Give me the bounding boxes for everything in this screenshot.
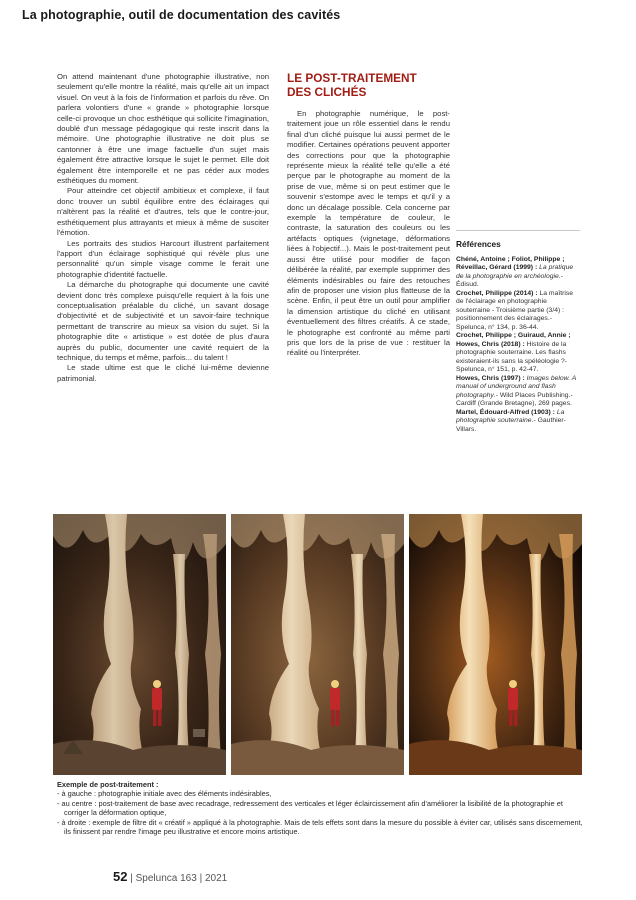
reference-item	[456, 409, 580, 435]
photo-original	[53, 514, 226, 775]
caption-line: - au centre : post-traitement de base avec recadrage, redressement des verticales et léger éclaircissement afin d'améliorer la lisibilité de la photographie et corriger la déformation optique,	[57, 798, 563, 818]
divider	[456, 230, 580, 231]
caver-leg	[153, 710, 157, 726]
section-title-line: LE POST-TRAITEMENT	[287, 71, 417, 85]
paragraph: On attend maintenant d'une photographie illustrative, non seulement qu'elle montre la réalité, mais qu'elle ait un impact visuel. On veut à la fois de l'information et parfois du rêve. On parlera volontiers d'une « grande » photographie lorsque celle-ci provoque un choc esthétique qui sollicite l'imagination, doublé d'un message pédagogique qui reste inscrit dans la mémoire. Une photographie illustrative ne doit plus se cantonner à être une image factuelle d'un sujet mais également être attractive lorsque le sujet le permet. Elle doit également être intemporelle et ne pas céder aux modes esthétiques du moment.	[57, 72, 269, 186]
caver-suit	[508, 688, 518, 710]
reference-author: Crochet, Philippe (2014) :	[456, 289, 540, 297]
references-title: Références	[456, 239, 501, 249]
paragraph: Pour atteindre cet objectif ambitieux et complexe, il faut donc trouver un subtil équilibre entre des éclairages qui n'altèrent pas la réalité et d'autres, tels que le contre-jour, esthétiquement plus attrayants et mieux à même de susciter l'émotion.	[57, 186, 269, 238]
reference-title: La pratique de la photographie en archéologie	[456, 264, 574, 280]
reference-author: Crochet, Philippe ; Guiraud, Annie ; Howes, Chris (2018) :	[456, 332, 571, 348]
page-footer	[113, 869, 227, 884]
reference-item	[456, 256, 580, 290]
figure-caption	[57, 780, 587, 836]
caption-title: Exemple de post-traitement :	[57, 780, 159, 789]
paragraph: Les portraits des studios Harcourt illustrent parfaitement l'apport d'un éclairage sophistiqué qui révèle plus une personnalité qu'un simple visage comme le ferait une photographie d'identité factuelle.	[57, 238, 269, 279]
photo-creative-filter	[409, 514, 582, 775]
reference-details: .- Édisud.	[456, 272, 563, 288]
caption-line: - à droite : exemple de filtre dit « créatif » appliqué à la photographie. Mais de tels effets sont dans la mesure du possible à éviter car, utilisés sans discernement, ils finissent par rendre l'image peu illustrative et encore moins artistique.	[57, 817, 583, 837]
references-list	[456, 256, 580, 435]
reference-details: .- Gauthier-Villars.	[456, 417, 566, 433]
reference-title: Images below. A manual of underground and flash photography	[456, 374, 577, 399]
references-box	[456, 240, 580, 434]
reference-details: La maîtrise de l'éclairage en photographie souterraine - Troisième partie (3/4) : positionnement des éclairages.- Spelunca, n° 134, p. 36-44.	[456, 289, 574, 331]
body-column-right	[287, 72, 450, 359]
publication-info: | Spelunca 163 | 2021	[130, 873, 228, 884]
caver-helmet	[153, 680, 161, 688]
reference-author: Chéné, Antoine ; Foliot, Philippe ; Réveillac, Gérard (1999) :	[456, 255, 565, 271]
section-title-line: DES CLICHÉS	[287, 84, 367, 99]
paragraph: Le stade ultime est que le cliché lui-même devienne patrimonial.	[57, 363, 269, 383]
caption-line: - à gauche : photographie initiale avec des éléments indésirables,	[57, 789, 272, 799]
caver-leg	[509, 710, 513, 726]
paragraph: La démarche du photographe qui documente une cavité devient donc très complexe puisqu'elle requiert à la fois une conceptualisation préalable du cliché, un savant dosage d'objectivité et de subjectivité et un savoir-faire technique permettant de transcrire au mieux sa vision du sujet. Si la photographie dite « artistique » est dotée de plus d'aura auprès du public, documenter une cavité requiert de la technique, du temps et même, parfois... du talent !	[57, 280, 269, 362]
reference-details: .- Wild Places Publishing.- Cardiff (Grande Bretagne), 269 pages.	[456, 391, 573, 407]
caver-suit	[152, 688, 162, 710]
running-title: La photographie, outil de documentation des cavités	[22, 8, 341, 22]
caver-suit	[330, 688, 340, 710]
caver-leg	[336, 710, 340, 726]
caver-helmet	[509, 680, 517, 688]
paragraph: En photographie numérique, le post-traitement joue un rôle essentiel dans le rendu final d'un cliché puisque lui aussi permet de le modifier. Certaines opérations peuvent apporter des corrections pour que la photographie représente mieux la réalité telle qu'elle a été perçue par le photographe au moment de la prise de vue, même si on peut estimer que le souvenir s'estompe avec le temps et qu'il y a donc un décalage possible. Cela concerne par exemple la température de couleur, le contraste, la saturation des couleurs ou les artéfacts optiques (vignetage, déformations liées à l'objectif...). Mais le post-traitement peut aussi être utilisé pour modifier de façon délibérée la réalité, par exemple supprimer des éléments indésirables ou faire des retouches afin de proposer une vision plus flatteuse de la scène. Enfin, il peut être un outil pour amplifier la dimension artistique du cliché en utilisant éventuellement des filtres créatifs. À ce stade, le photographe est confronté au même parti pris que lors de la prise de vue : restituer la réalité ou l'interpréter.	[287, 109, 450, 358]
body-column-left	[57, 72, 269, 384]
page-number: 52	[113, 869, 128, 884]
reference-details: Histoire de la photographie souterraine. Les flashs existeraient-ils sans la spéléologie ?- Spelunca, n° 151, p. 42-47.	[456, 340, 568, 373]
reference-author: Howes, Chris (1997) :	[456, 374, 527, 382]
caver-leg	[158, 710, 162, 726]
photo-strip	[53, 514, 583, 775]
caver-leg	[514, 710, 518, 726]
reference-author: Martel, Édouard-Alfred (1903) :	[456, 408, 557, 416]
section-title	[287, 72, 450, 99]
reference-item	[456, 332, 580, 375]
reference-title: La photographie souterraine	[456, 408, 565, 424]
reference-item	[456, 290, 580, 333]
caver-helmet	[331, 680, 339, 688]
caver-leg	[331, 710, 335, 726]
photo-corrected	[231, 514, 404, 775]
unwanted-element	[193, 729, 205, 737]
reference-item	[456, 375, 580, 409]
